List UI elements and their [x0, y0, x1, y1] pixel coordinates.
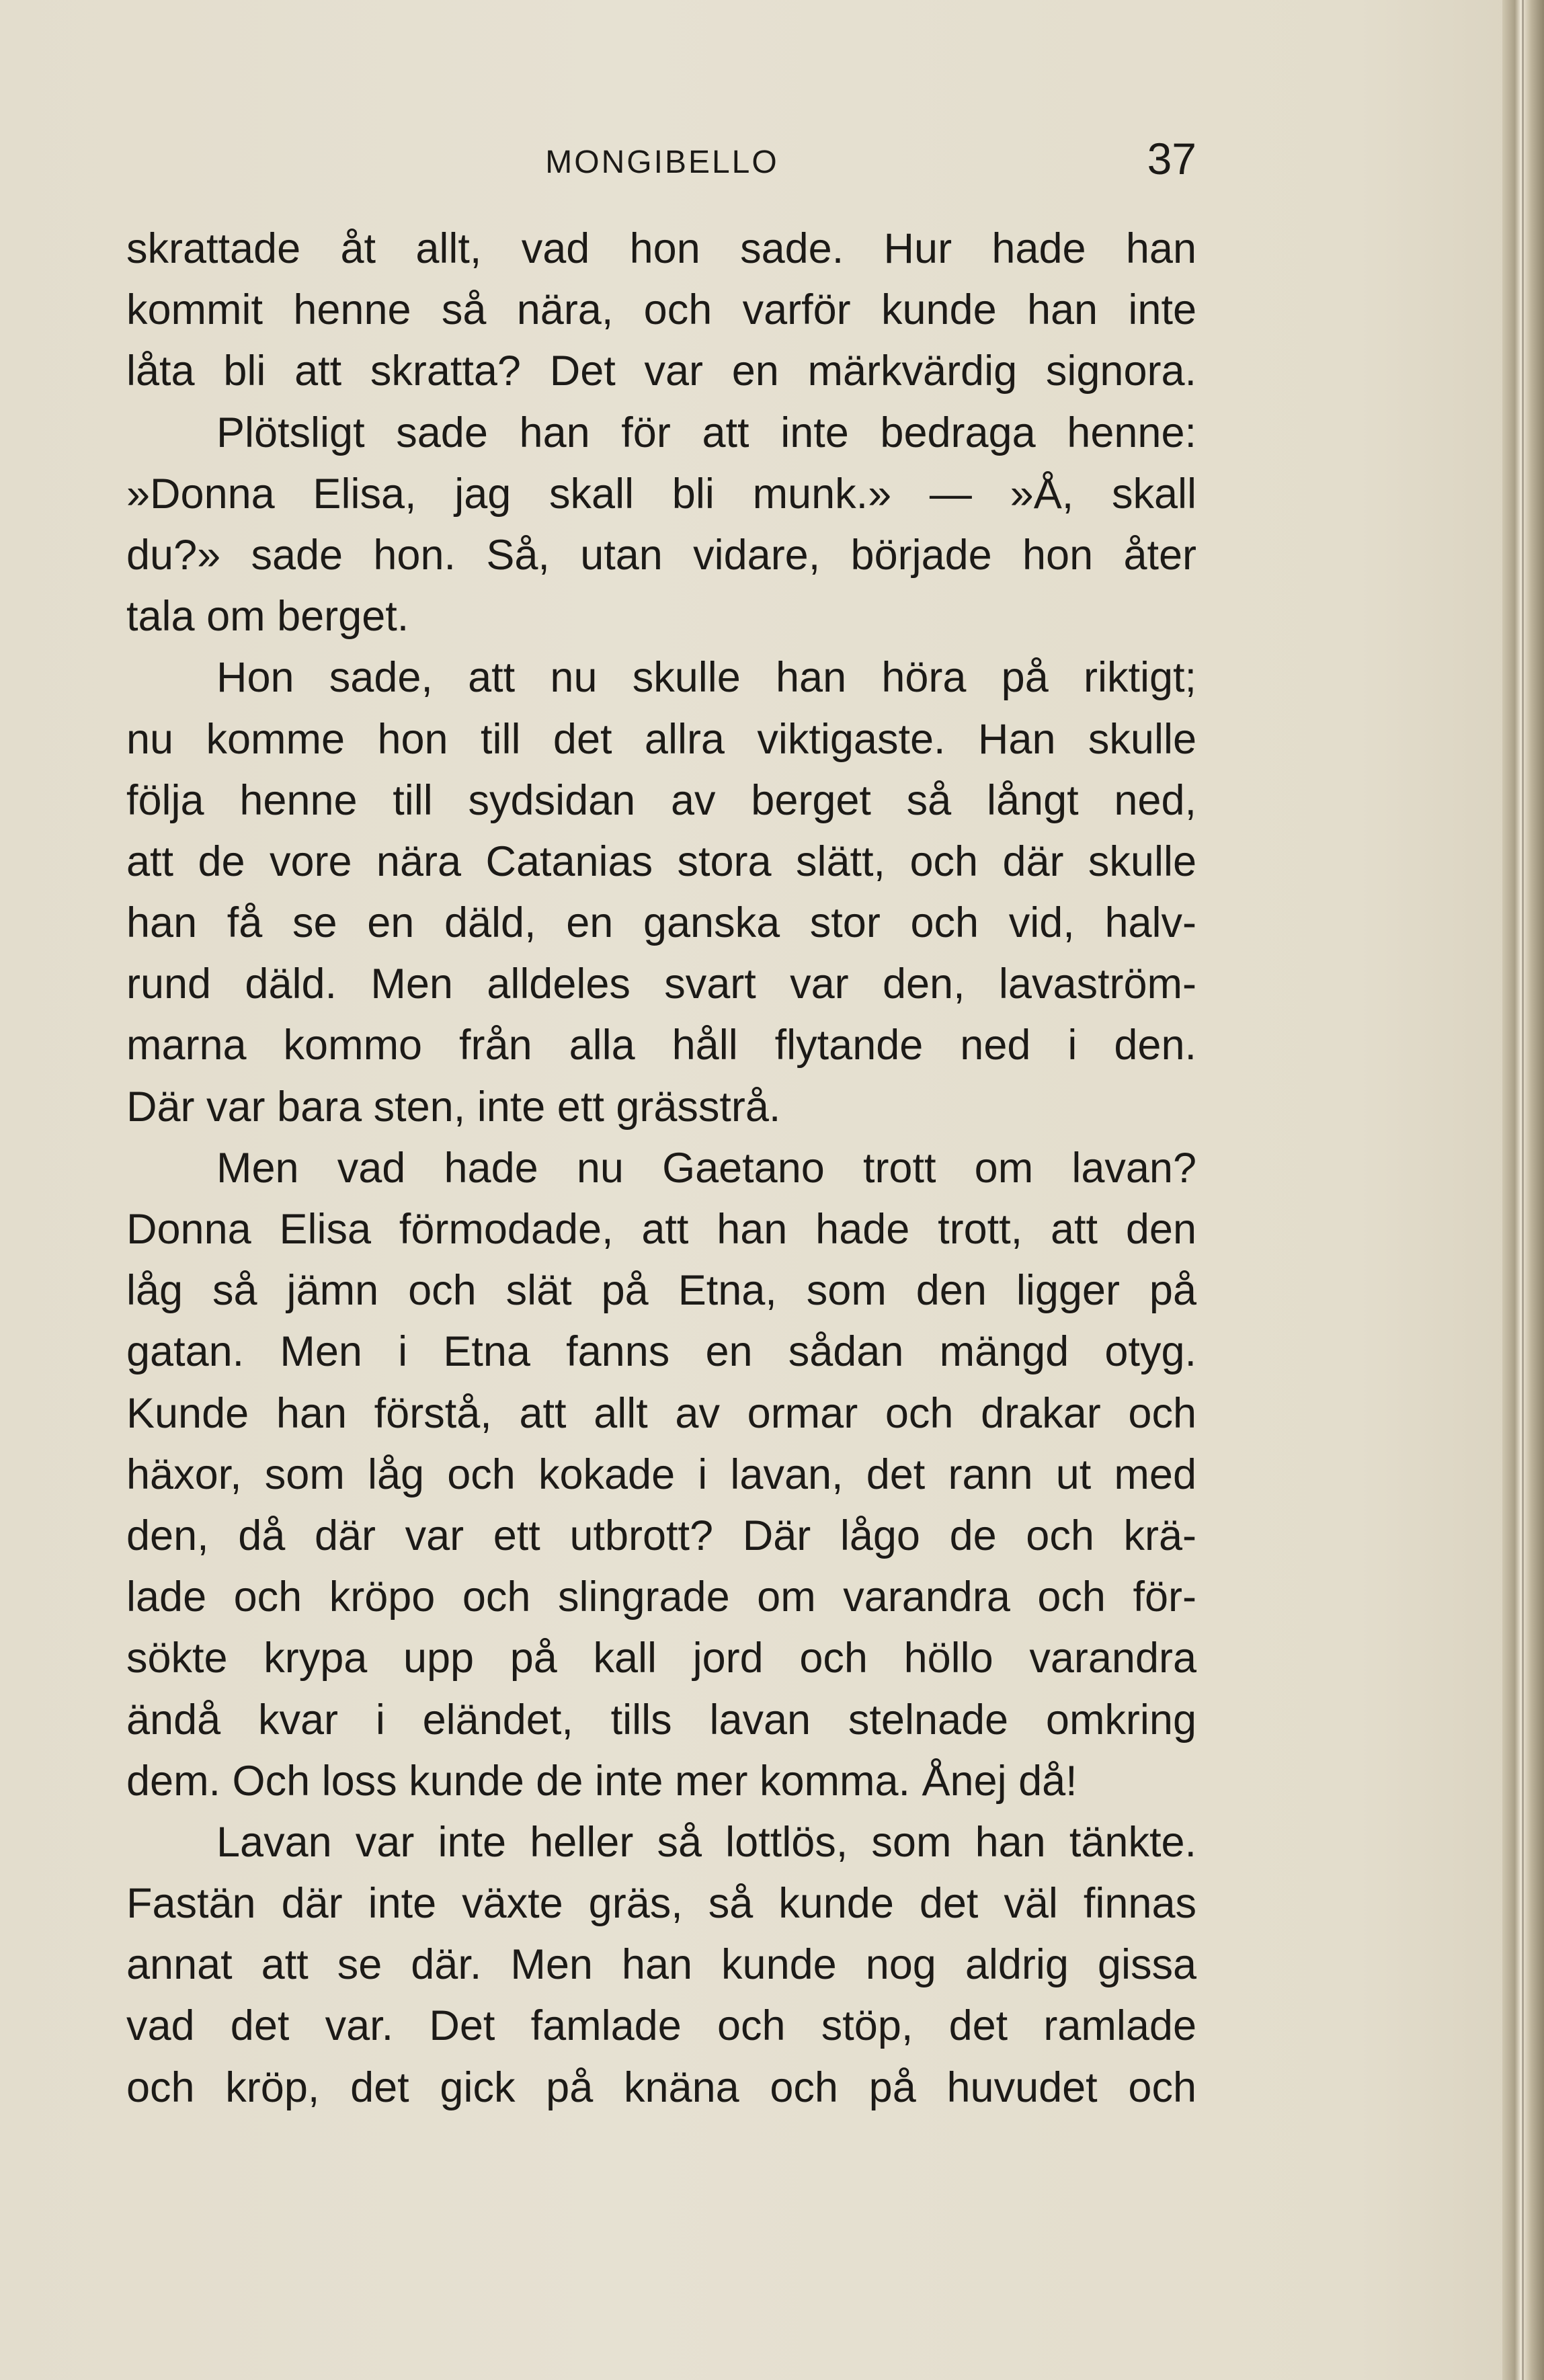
- text-line: Men vad hade nu Gaetano trott om lavan?: [216, 1144, 1196, 1192]
- running-title: MONGIBELLO: [545, 145, 779, 180]
- text-line: låg så jämn och slät på Etna, som den ligger på: [126, 1267, 1196, 1315]
- text-line: att de vore nära Catanias stora slätt, och där skulle: [126, 837, 1196, 885]
- text-line: vad det var. Det famlade och stöp, det ramlade: [126, 2002, 1196, 2050]
- spine-shadow-line: [1522, 0, 1524, 2380]
- text-line: Fastän där inte växte gräs, så kunde det väl finnas: [126, 1880, 1196, 1928]
- text-line: gatan. Men i Etna fanns en sådan mängd otyg.: [126, 1328, 1196, 1376]
- text-line: följa henne till sydsidan av berget så långt ned,: [126, 776, 1196, 824]
- running-head: [128, 132, 1196, 186]
- text-line: dem. Och loss kunde de inte mer komma. Ånej då!: [126, 1757, 1078, 1805]
- text-line: Lavan var inte heller så lottlös, som han tänkte.: [216, 1818, 1196, 1866]
- text-line: lade och kröpo och slingrade om varandra och för-: [126, 1573, 1196, 1621]
- text-line: låta bli att skratta? Det var en märkvärdig signora.: [126, 347, 1196, 395]
- text-line: kommit henne så nära, och varför kunde han inte: [126, 286, 1196, 334]
- text-line: rund däld. Men alldeles svart var den, lavaström-: [126, 960, 1196, 1008]
- text-line: tala om berget.: [126, 593, 409, 641]
- text-line: skrattade åt allt, vad hon sade. Hur hade han: [126, 225, 1196, 272]
- text-line: ändå kvar i eländet, tills lavan stelnade omkring: [126, 1696, 1196, 1743]
- text-line: och kröp, det gick på knäna och på huvudet och: [126, 2063, 1196, 2111]
- text-line: Där var bara sten, inte ett grässtrå.: [126, 1083, 781, 1131]
- text-line: du?» sade hon. Så, utan vidare, började hon åter: [126, 531, 1196, 579]
- text-line: Hon sade, att nu skulle han höra på riktigt;: [216, 654, 1196, 702]
- text-line: sökte krypa upp på kall jord och höllo varandra: [126, 1635, 1196, 1682]
- text-line: nu komme hon till det allra viktigaste. Han skulle: [126, 715, 1196, 763]
- text-line: Donna Elisa förmodade, att han hade trott, att den: [126, 1206, 1196, 1253]
- text-line: häxor, som låg och kokade i lavan, det rann ut med: [126, 1450, 1196, 1498]
- text-line: den, då där var ett utbrott? Där lågo de och krä-: [126, 1512, 1196, 1559]
- page-number: 37: [1147, 134, 1196, 183]
- body-text: [126, 218, 1196, 2119]
- text-line: Kunde han förstå, att allt av ormar och drakar och: [126, 1389, 1196, 1437]
- text-line: »Donna Elisa, jag skall bli munk.» — »Å, skall: [126, 470, 1196, 518]
- text-line: han få se en däld, en ganska stor och vid, halv-: [126, 899, 1196, 947]
- text-line: marna kommo från alla håll flytande ned i den.: [126, 1022, 1196, 1069]
- text-line: Plötsligt sade han för att inte bedraga henne:: [216, 409, 1196, 456]
- text-line: annat att se där. Men han kunde nog aldrig gissa: [126, 1941, 1196, 1989]
